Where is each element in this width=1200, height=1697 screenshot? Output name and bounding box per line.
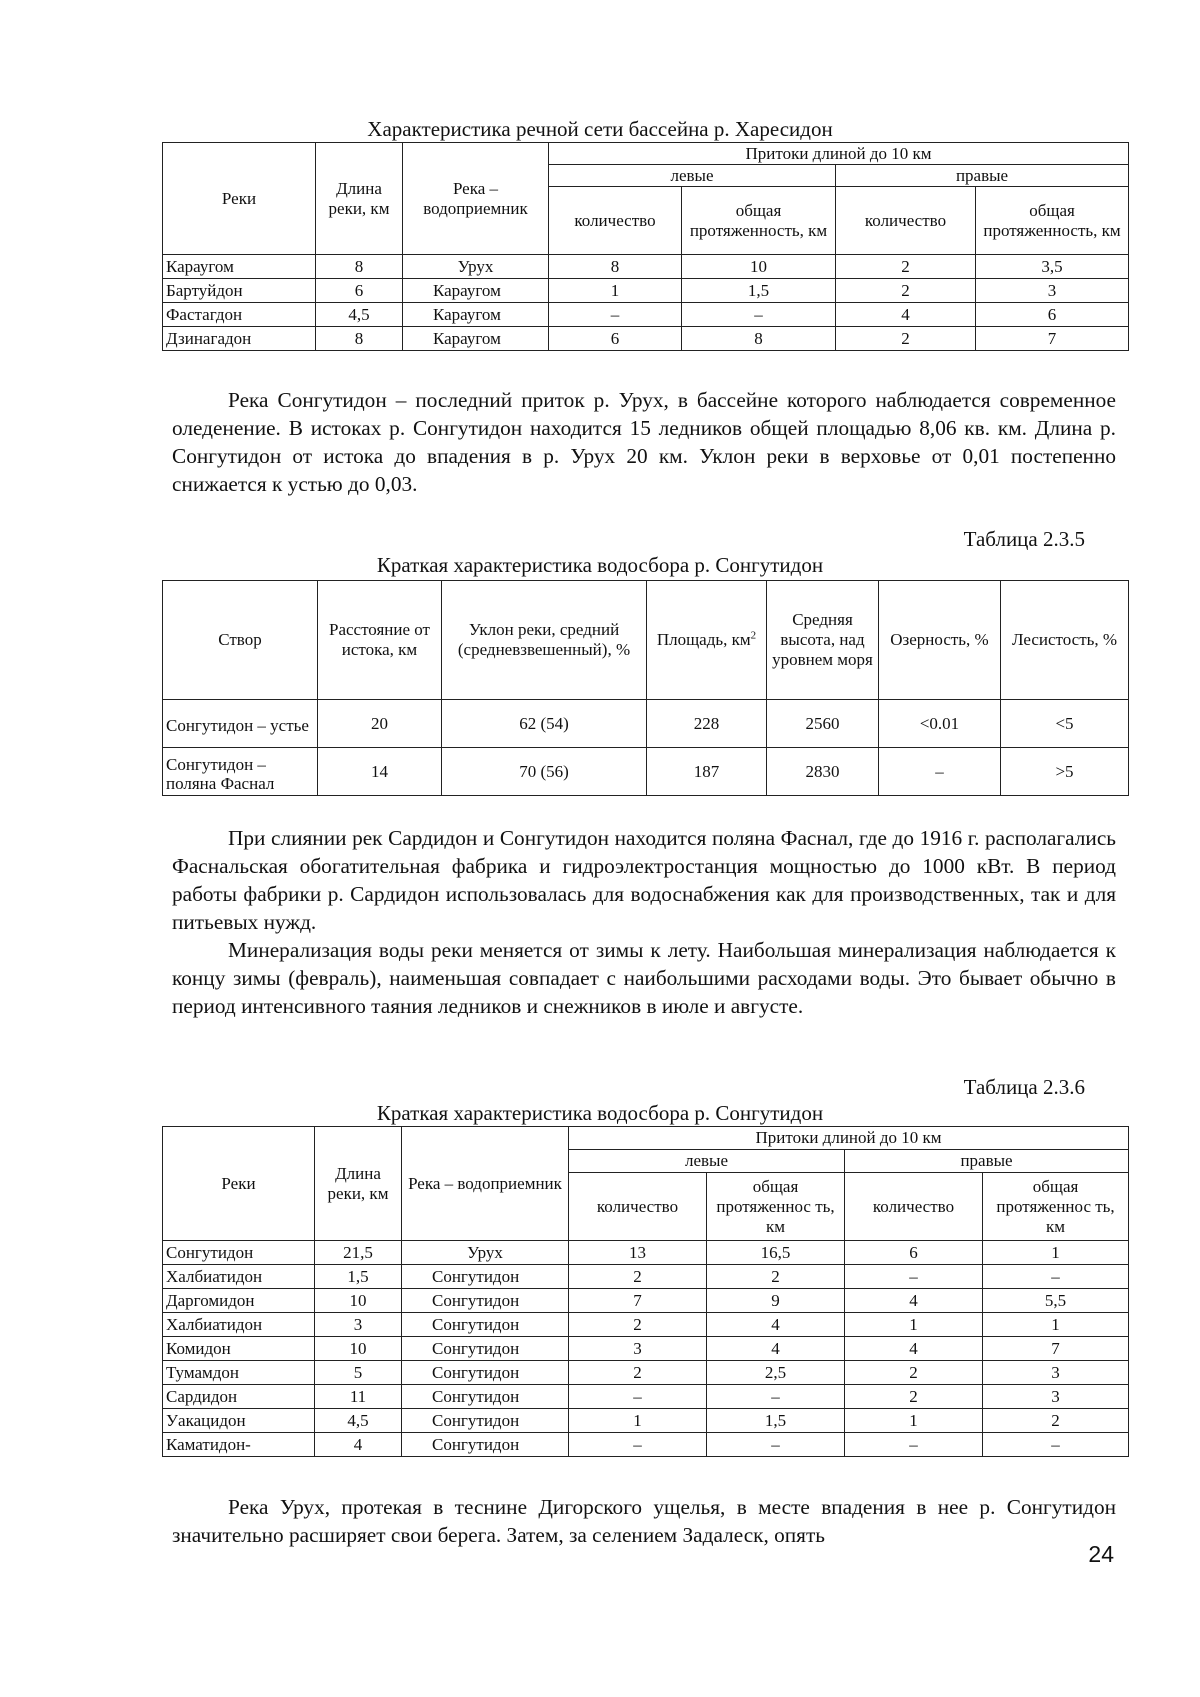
table2-body xyxy=(163,700,1129,796)
table1-header-tributaries: Притоки длиной до 10 км xyxy=(549,143,1129,165)
table-cell: Сонгутидон xyxy=(402,1385,569,1409)
table-cell: 3 xyxy=(976,279,1129,303)
table-cell: 2 xyxy=(845,1385,983,1409)
table-cell: – xyxy=(983,1433,1129,1457)
table-row xyxy=(163,1241,1129,1265)
table-cell: 2 xyxy=(707,1265,845,1289)
table1-header-rivers: Реки xyxy=(163,143,316,255)
table-cell: 1 xyxy=(983,1241,1129,1265)
table-cell: 70 (56) xyxy=(442,748,647,796)
table-cell: 10 xyxy=(315,1289,402,1313)
table-cell: Сонгутидон xyxy=(402,1433,569,1457)
table-cell: Сонгутидон – поляна Фаснал xyxy=(163,748,318,796)
table-cell: Уакацидон xyxy=(163,1409,315,1433)
table-cell: Каматидон- xyxy=(163,1433,315,1457)
table-cell: Сардидон xyxy=(163,1385,315,1409)
table-row xyxy=(163,1409,1129,1433)
table3-header-length: Длина реки, км xyxy=(315,1127,402,1241)
table-cell: Караугом xyxy=(403,279,549,303)
table-row xyxy=(163,255,1129,279)
table-cell: >5 xyxy=(1001,748,1129,796)
table-row xyxy=(163,1265,1129,1289)
table3 xyxy=(162,1126,1129,1457)
table-cell: Сонгутидон xyxy=(163,1241,315,1265)
table-cell: 4,5 xyxy=(315,1409,402,1433)
table-cell: 4 xyxy=(315,1433,402,1457)
table2-header-distance: Расстояние от истока, км xyxy=(318,581,442,700)
table-row xyxy=(163,1433,1129,1457)
table-cell: 2 xyxy=(836,279,976,303)
table1-header-right-length: общая протяженность, км xyxy=(976,187,1129,255)
table-cell: Тумамдон xyxy=(163,1361,315,1385)
table-cell: – xyxy=(845,1265,983,1289)
table1-header-left: левые xyxy=(549,165,836,187)
table3-header-left: левые xyxy=(569,1150,845,1173)
table3-header-receiver: Река – водоприемник xyxy=(402,1127,569,1241)
table-cell: 1 xyxy=(845,1313,983,1337)
table-cell: Сонгутидон xyxy=(402,1409,569,1433)
table2-number: Таблица 2.3.5 xyxy=(963,527,1085,551)
table-row xyxy=(163,327,1129,351)
table-cell: 6 xyxy=(549,327,682,351)
table-cell: 6 xyxy=(976,303,1129,327)
table3-body xyxy=(163,1241,1129,1457)
table-cell: 2 xyxy=(569,1265,707,1289)
table-row xyxy=(163,1361,1129,1385)
table-cell: – xyxy=(983,1265,1129,1289)
table-cell: Урух xyxy=(402,1241,569,1265)
table3-number: Таблица 2.3.6 xyxy=(963,1075,1085,1099)
table-cell: Караугом xyxy=(163,255,316,279)
table-cell: – xyxy=(879,748,1001,796)
table-cell: 3 xyxy=(315,1313,402,1337)
table-cell: 7 xyxy=(976,327,1129,351)
table2-header-lakes: Озерность, % xyxy=(879,581,1001,700)
table2-header-slope: Уклон реки, средний (средневзвешенный), % xyxy=(442,581,647,700)
table-cell: 2 xyxy=(836,327,976,351)
table1-header-left-length: общая протяженность, км xyxy=(682,187,836,255)
table1-title: Характеристика речной сети бассейна р. Харесидон xyxy=(367,117,833,141)
table-cell: 11 xyxy=(315,1385,402,1409)
table-cell: 187 xyxy=(647,748,767,796)
table-cell: 3 xyxy=(983,1361,1129,1385)
table-row xyxy=(163,303,1129,327)
table-row xyxy=(163,1337,1129,1361)
table-cell: 4 xyxy=(845,1337,983,1361)
table-cell: 62 (54) xyxy=(442,700,647,748)
table-cell: – xyxy=(569,1385,707,1409)
paragraph-urukh: Река Урух, протекая в теснине Дигорского ущелья, в месте впадения в нее р. Сонгутидон значительно расширяет свои берега. Затем, за селением Задалеск, опять xyxy=(172,1495,1116,1547)
table-cell: Сонгутидон xyxy=(402,1337,569,1361)
table-cell: Дзинагадон xyxy=(163,327,316,351)
table-cell: 6 xyxy=(845,1241,983,1265)
table-cell: Караугом xyxy=(403,303,549,327)
table-cell: 16,5 xyxy=(707,1241,845,1265)
table-cell: 2830 xyxy=(767,748,879,796)
table2-header-area-sup: 2 xyxy=(750,629,757,642)
table-cell: Халбиатидон xyxy=(163,1313,315,1337)
table-cell: Сонгутидон xyxy=(402,1361,569,1385)
table-cell: 5,5 xyxy=(983,1289,1129,1313)
table-cell: Сонгутидон xyxy=(402,1265,569,1289)
table-cell: 2 xyxy=(845,1361,983,1385)
table-cell: 8 xyxy=(316,327,403,351)
table2-header-area-label: Площадь, км xyxy=(656,630,751,649)
table1-header-receiver: Река – водоприемник xyxy=(403,143,549,255)
table-cell: 10 xyxy=(315,1337,402,1361)
table3-header-tributaries: Притоки длиной до 10 км xyxy=(569,1127,1129,1150)
table-cell: <5 xyxy=(1001,700,1129,748)
table-cell: – xyxy=(707,1433,845,1457)
table-row xyxy=(163,279,1129,303)
table-cell: 228 xyxy=(647,700,767,748)
table-cell: <0.01 xyxy=(879,700,1001,748)
table3-header-rivers: Реки xyxy=(163,1127,315,1241)
table-cell: Бартуйдон xyxy=(163,279,316,303)
table-cell: 5 xyxy=(315,1361,402,1385)
paragraph-fasnal: При слиянии рек Сардидон и Сонгутидон находится поляна Фаснал, где до 1916 г. располагались Фаснальская обогатительная фабрика и гидроэлектростанция мощностью до 1000 кВт. В период работы фабрики р. Сардидон использовалась для водоснабжения как для производственных, так и для питьевых нужд. xyxy=(172,826,1116,934)
table-cell: 1,5 xyxy=(682,279,836,303)
table-cell: 9 xyxy=(707,1289,845,1313)
table-cell: 3 xyxy=(983,1385,1129,1409)
table-cell: 4,5 xyxy=(316,303,403,327)
table-cell: 20 xyxy=(318,700,442,748)
table-cell: 1,5 xyxy=(707,1409,845,1433)
paragraph-songutidon: Река Сонгутидон – последний приток р. Урух, в бассейне которого наблюдается современное оледенение. В истоках р. Сонгутидон находится 15 ледников общей площадью 8,06 кв. км. Длина р. Сонгутидон от истока до впадения в р. Урух 20 км. Уклон реки в верховье от 0,01 постепенно снижается к устью до 0,03. xyxy=(172,388,1116,496)
table-cell: Халбиатидон xyxy=(163,1265,315,1289)
table-cell: 2 xyxy=(983,1409,1129,1433)
table3-header-right-length: общая протяженнос ть, км xyxy=(983,1173,1129,1241)
table2-header-forest: Лесистость, % xyxy=(1001,581,1129,700)
table-cell: Сонгутидон – устье xyxy=(163,700,318,748)
table-cell: 4 xyxy=(836,303,976,327)
table2-header-height: Средняя высота, над уровнем моря xyxy=(767,581,879,700)
table-cell: Комидон xyxy=(163,1337,315,1361)
table-cell: 1 xyxy=(983,1313,1129,1337)
table-cell: Караугом xyxy=(403,327,549,351)
table-cell: 2 xyxy=(569,1361,707,1385)
table-cell: – xyxy=(569,1433,707,1457)
table1-header-right: правые xyxy=(836,165,1129,187)
table-cell: 8 xyxy=(682,327,836,351)
table-cell: 3,5 xyxy=(976,255,1129,279)
page-number: 24 xyxy=(1088,1541,1114,1567)
table-cell: 1 xyxy=(549,279,682,303)
table2-header-station: Створ xyxy=(163,581,318,700)
table2 xyxy=(162,580,1129,796)
table1-header-right-count: количество xyxy=(836,187,976,255)
table-cell: Сонгутидон xyxy=(402,1313,569,1337)
table-cell: 4 xyxy=(707,1313,845,1337)
paragraph-mineralization: Минерализация воды реки меняется от зимы к лету. Наибольшая минерализация наблюдается к концу зимы (февраль), наименьшая совпадает с наибольшими расходами воды. Это бывает обычно в период интенсивного таяния ледников и снежников в июле и августе. xyxy=(172,938,1116,1018)
table-cell: 1 xyxy=(845,1409,983,1433)
table-cell: 3 xyxy=(569,1337,707,1361)
table-cell: Урух xyxy=(403,255,549,279)
table-cell: 7 xyxy=(983,1337,1129,1361)
table1-header-left-count: количество xyxy=(549,187,682,255)
table2-header-area xyxy=(647,581,767,700)
table-row xyxy=(163,1313,1129,1337)
table-cell: 14 xyxy=(318,748,442,796)
table-cell: 8 xyxy=(549,255,682,279)
table-cell: 4 xyxy=(845,1289,983,1313)
table-cell: 8 xyxy=(316,255,403,279)
table3-header-right: правые xyxy=(845,1150,1129,1173)
table-cell: – xyxy=(682,303,836,327)
table-cell: Фастагдон xyxy=(163,303,316,327)
table-cell: Сонгутидон xyxy=(402,1289,569,1313)
table-cell: 13 xyxy=(569,1241,707,1265)
table-row xyxy=(163,1289,1129,1313)
table1-body xyxy=(163,255,1129,351)
table-cell: 4 xyxy=(707,1337,845,1361)
table1-header-length: Длина реки, км xyxy=(316,143,403,255)
table-cell: 21,5 xyxy=(315,1241,402,1265)
table-cell: 2 xyxy=(569,1313,707,1337)
table-row xyxy=(163,1385,1129,1409)
table-row xyxy=(163,700,1129,748)
table-cell: – xyxy=(707,1385,845,1409)
table-cell: 7 xyxy=(569,1289,707,1313)
table-cell: 2 xyxy=(836,255,976,279)
table-cell: Даргомидон xyxy=(163,1289,315,1313)
table1 xyxy=(162,142,1129,351)
table3-header-left-length: общая протяженнос ть, км xyxy=(707,1173,845,1241)
table3-header-left-count: количество xyxy=(569,1173,707,1241)
table-cell: 2560 xyxy=(767,700,879,748)
table3-title: Краткая характеристика водосбора р. Сонгутидон xyxy=(376,1101,824,1125)
table-row xyxy=(163,748,1129,796)
table-cell: 2,5 xyxy=(707,1361,845,1385)
table-cell: – xyxy=(549,303,682,327)
table-cell: 1,5 xyxy=(315,1265,402,1289)
table-cell: 10 xyxy=(682,255,836,279)
table3-header-right-count: количество xyxy=(845,1173,983,1241)
table-cell: 6 xyxy=(316,279,403,303)
table-cell: 1 xyxy=(569,1409,707,1433)
table-cell: – xyxy=(845,1433,983,1457)
table2-title: Краткая характеристика водосбора р. Сонгутидон xyxy=(376,553,824,577)
